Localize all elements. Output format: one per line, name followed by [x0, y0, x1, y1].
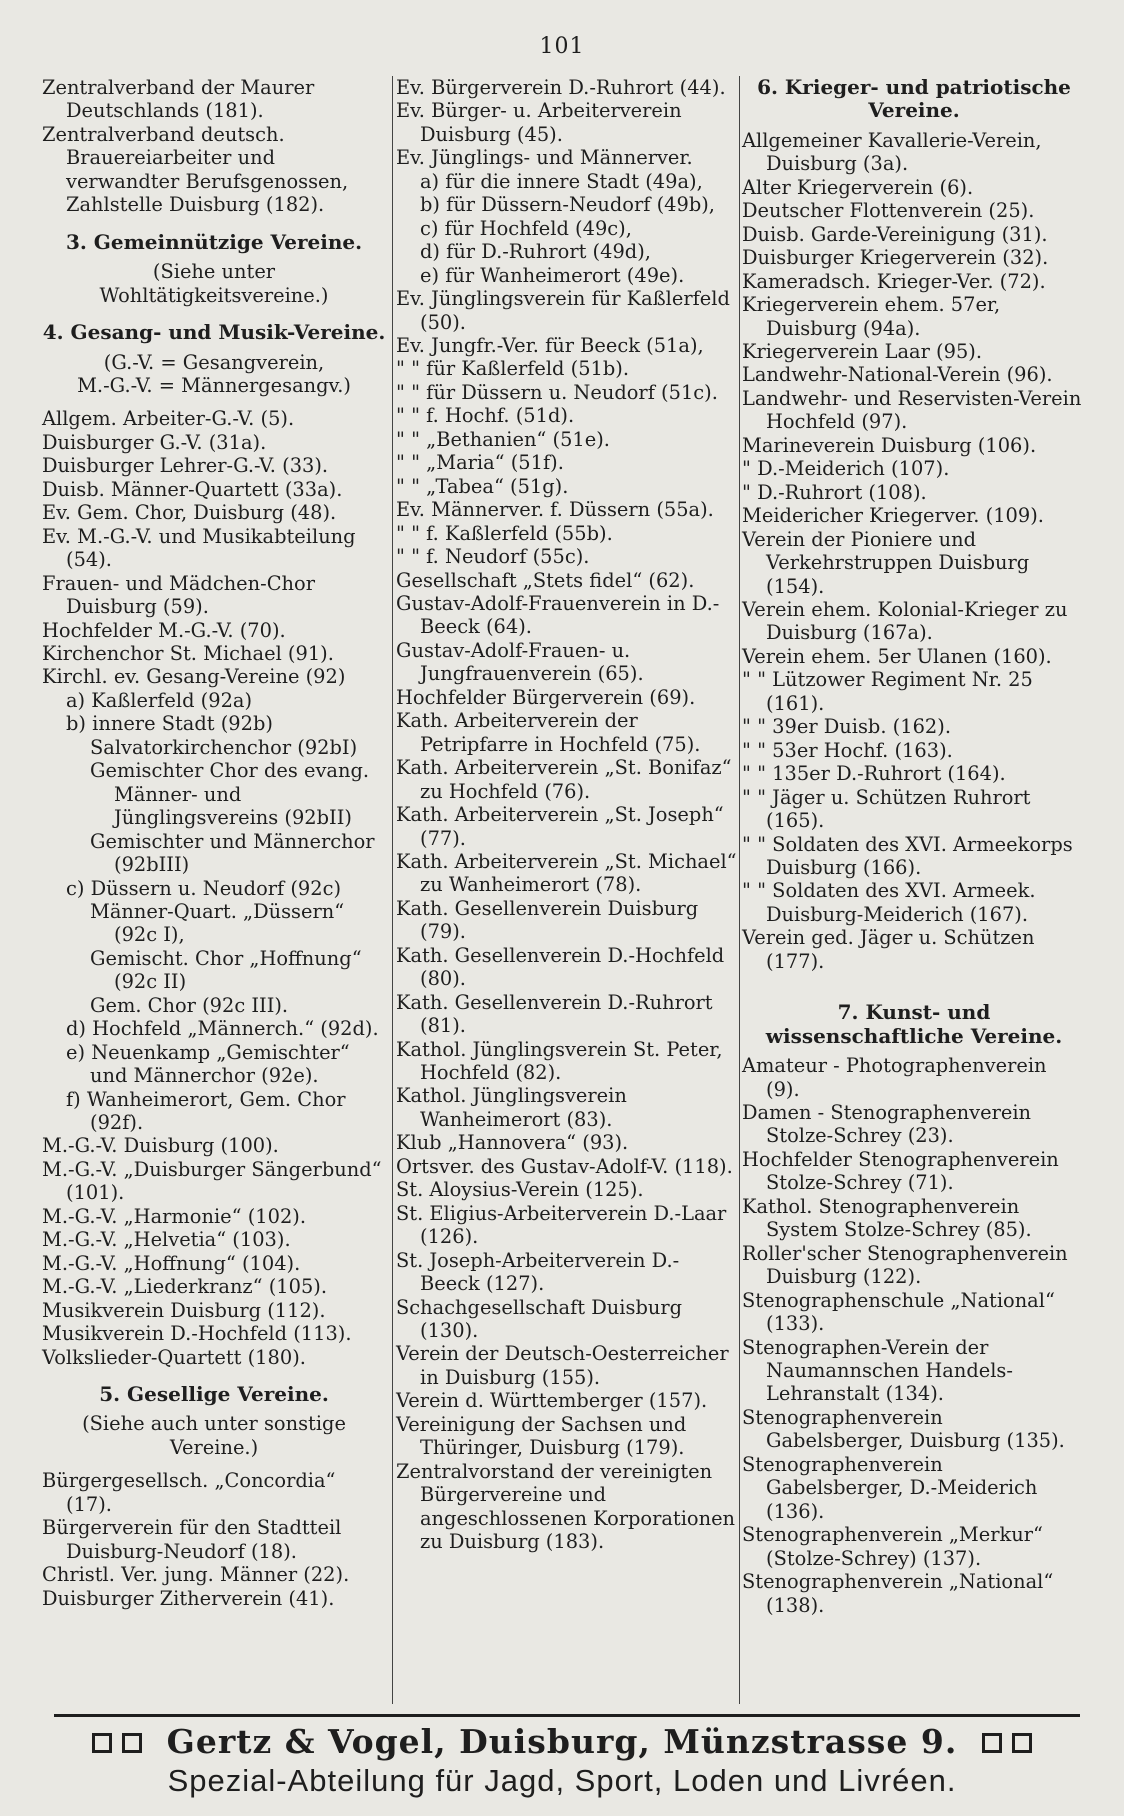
- list-entry: Ev. Männerver. f. Düssern (55a).: [396, 498, 714, 522]
- list-subsubentry: Gemischt. Chor „Hoffnung“ (92c II): [90, 946, 362, 994]
- list-entry: " D.-Meiderich (107).: [742, 457, 950, 481]
- list-entry: Stenographenverein „Merkur“ (Stolze-Schrey) (137).: [742, 1523, 1043, 1570]
- list-entry: Ev. Jünglingsverein für Kaßlerfeld (50).: [396, 287, 730, 334]
- list-entry: St. Joseph-Arbeiterverein D.-Beeck (127).: [396, 1248, 680, 1296]
- column-divider-right: [739, 76, 740, 1704]
- list-entry: Kath. Arbeiterverein „St. Joseph“ (77).: [396, 803, 724, 850]
- list-entry: St. Eligius-Arbeiterverein D.-Laar (126).: [396, 1201, 727, 1249]
- list-subentry: b) für Düssern-Neudorf (49b),: [420, 193, 715, 217]
- list-entry: Kriegerverein Laar (95).: [742, 339, 983, 363]
- list-entry: Meidericher Kriegerver. (109).: [742, 504, 1044, 528]
- list-entry: Kath. Gesellenverein Duisburg (79).: [396, 896, 699, 944]
- list-subentry: c) Düssern u. Neudorf (92c): [66, 876, 342, 900]
- list-entry: Duisburger Zitherverein (41).: [42, 1586, 335, 1610]
- list-entry: Ev. M.-G.-V. und Musikabteilung (54).: [42, 524, 356, 572]
- section-heading-3: 3. Gemeinnützige Vereine.: [65, 229, 363, 254]
- list-entry: " " „Tabea“ (51g).: [396, 474, 569, 498]
- entry-list-col3-a: [742, 129, 1086, 973]
- list-entry: Verein d. Württemberger (157).: [396, 1389, 708, 1413]
- list-entry: Verein der Pioniere und Verkehrstruppen Duisburg (154).: [742, 527, 1030, 598]
- list-entry: Kriegerverein ehem. 57er, Duisburg (94a).: [742, 293, 1001, 340]
- list-entry: Kirchl. ev. Gesang-Vereine (92): [42, 665, 346, 689]
- list-entry: St. Aloysius-Verein (125).: [396, 1178, 644, 1202]
- list-entry: Zentralverband der Maurer Deutschlands (181).: [42, 76, 315, 123]
- list-entry: Stenographenverein Gabelsberger, D.-Meiderich (136).: [742, 1452, 1038, 1523]
- list-entry: Gesellschaft „Stets fidel“ (62).: [396, 568, 695, 592]
- advertisement-main-line: [0, 1722, 1124, 1761]
- list-entry: Kathol. Jünglingsverein Wanheimerort (83).: [396, 1084, 627, 1131]
- entry-list-col3-b: [742, 1054, 1086, 1617]
- page-number: 101: [539, 34, 585, 59]
- list-entry: Klub „Hannovera“ (93).: [396, 1131, 629, 1155]
- list-entry: Stenographenverein „National“ (138).: [742, 1570, 1054, 1617]
- list-entry: Stenographen-Verein der Naumannschen Handels-Lehranstalt (134).: [742, 1335, 1013, 1406]
- section-heading-7: 7. Kunst- und wissenschaftliche Vereine.: [765, 1000, 1063, 1048]
- list-entry: " " f. Hochf. (51d).: [396, 404, 575, 428]
- abbreviation-line: M.-G.-V. = Männergesangv.): [77, 373, 351, 397]
- list-entry: " " f. Kaßlerfeld (55b).: [396, 521, 613, 545]
- list-entry: " " Lützower Regiment Nr. 25 (161).: [742, 668, 1033, 715]
- list-subentry: e) Neuenkamp „Gemischter“ und Männerchor (92e).: [66, 1040, 350, 1088]
- list-entry: Duisb. Garde-Vereinigung (31).: [742, 222, 1048, 246]
- list-entry: Musikverein D.-Hochfeld (113).: [42, 1322, 352, 1346]
- abbreviation-line: (G.-V. = Gesangverein,: [103, 350, 325, 374]
- entry-list-col2-b: [396, 287, 738, 1553]
- column-left: [42, 76, 386, 1610]
- list-entry: Zentralvorstand der vereinigten Bürgervereine und angeschlossenen Korporationen zu Duisburg (183).: [396, 1459, 736, 1554]
- list-subentry: c) für Hochfeld (49c),: [420, 216, 632, 240]
- column-divider-left: [392, 76, 393, 1704]
- list-entry: M.-G.-V. „Liederkranz“ (105).: [42, 1275, 328, 1299]
- square-ornament-right: [977, 1722, 1037, 1761]
- list-subentry: a) für die innere Stadt (49a),: [420, 169, 703, 193]
- list-entry: Duisburger Kriegerverein (32).: [742, 246, 1049, 270]
- list-entry: " " Soldaten des XVI. Armeek. Duisburg-Meiderich (167).: [742, 879, 1036, 926]
- entry-list-col1-a: [42, 76, 386, 217]
- section-heading-6: 6. Krieger- und patriotische Vereine.: [757, 75, 1071, 123]
- list-entry: Zentralverband deutsch. Brauereiarbeiter und verwandter Berufsgenossen, Zahlstelle Duisburg (182).: [42, 122, 349, 217]
- list-entry: Duisb. Männer-Quartett (33a).: [42, 477, 343, 501]
- list-entry: Kath. Arbeiterverein der Petripfarre in Hochfeld (75).: [396, 709, 701, 756]
- advertisement-company: Gertz & Vogel, Duisburg, Münzstrasse 9.: [166, 1722, 958, 1761]
- list-entry: Kathol. Stenographenverein System Stolze-Schrey (85).: [742, 1194, 1032, 1242]
- list-entry: " " für Kaßlerfeld (51b).: [396, 357, 630, 381]
- list-entry: Ev. Jünglings- und Männerver.: [396, 146, 693, 170]
- list-entry: Kath. Gesellenverein D.-Ruhrort (81).: [396, 990, 713, 1038]
- list-entry: Marineverein Duisburg (106).: [742, 433, 1037, 457]
- list-entry: Verein ged. Jäger u. Schützen (177).: [742, 926, 1035, 973]
- square-ornament-left: [87, 1722, 147, 1761]
- list-entry: Gustav-Adolf-Frauenverein in D.-Beeck (64).: [396, 591, 720, 639]
- entry-list-col1-d: [42, 1469, 386, 1610]
- list-entry: Vereinigung der Sachsen und Thüringer, Duisburg (179).: [396, 1412, 687, 1460]
- list-entry: Hochfelder Bürgerverein (69).: [396, 685, 696, 709]
- list-entry: Ortsver. des Gustav-Adolf-V. (118).: [396, 1154, 733, 1178]
- list-subentry: f) Wanheimerort, Gem. Chor (92f).: [66, 1087, 346, 1135]
- section-note-3: (Siehe unter Wohltätigkeitsvereine.): [99, 260, 329, 307]
- list-entry: Roller'scher Stenographenverein Duisburg (122).: [742, 1241, 1068, 1289]
- list-entry: Kameradsch. Krieger-Ver. (72).: [742, 269, 1046, 293]
- section-note-5: (Siehe auch unter sonstige Vereine.): [82, 1412, 346, 1459]
- list-entry: " " 39er Duisb. (162).: [742, 715, 951, 739]
- list-entry: Kath. Arbeiterverein „St. Michael“ zu Wanheimerort (78).: [396, 849, 737, 897]
- list-entry: " " „Maria“ (51f).: [396, 451, 564, 475]
- list-entry: " " für Düssern u. Neudorf (51c).: [396, 380, 718, 404]
- list-entry: " " „Bethanien“ (51e).: [396, 427, 610, 451]
- footer-rule: [54, 1714, 1080, 1717]
- list-subentry: d) für D.-Ruhrort (49d),: [420, 240, 651, 264]
- list-entry: " " f. Neudorf (55c).: [396, 545, 590, 569]
- section-heading-5: 5. Gesellige Vereine.: [99, 1382, 329, 1407]
- list-entry: Hochfelder M.-G.-V. (70).: [42, 618, 286, 642]
- list-entry: Kath. Gesellenverein D.-Hochfeld (80).: [396, 943, 725, 991]
- list-subsubentry: Gemischter Chor des evang. Männer- und Jünglingsvereins (92bII): [90, 759, 370, 830]
- list-entry: Bürgerverein für den Stadtteil Duisburg-Neudorf (18).: [42, 1516, 342, 1563]
- list-entry: " " Soldaten des XVI. Armeekorps Duisburg (166).: [742, 832, 1073, 879]
- list-subentry: e) für Wanheimerort (49e).: [420, 263, 685, 287]
- list-entry: Hochfelder Stenographenverein Stolze-Schrey (71).: [742, 1147, 1059, 1195]
- list-entry: " " 135er D.-Ruhrort (164).: [742, 762, 1006, 786]
- list-entry: Kath. Arbeiterverein „St. Bonifaz“ zu Hochfeld (76).: [396, 756, 732, 803]
- list-subentry: a) Kaßlerfeld (92a): [66, 688, 253, 712]
- list-entry: M.-G.-V. „Harmonie“ (102).: [42, 1204, 307, 1228]
- list-entry: Alter Kriegerverein (6).: [742, 175, 974, 199]
- list-entry: Schachgesellschaft Duisburg (130).: [396, 1295, 683, 1343]
- list-entry: Stenographenverein Gabelsberger, Duisburg (135).: [742, 1405, 1065, 1453]
- list-entry: Ev. Bürgerverein D.-Ruhrort (44).: [396, 76, 726, 99]
- list-entry: Allgem. Arbeiter-G.-V. (5).: [42, 407, 295, 431]
- advertisement-footer: [0, 1722, 1124, 1799]
- list-entry: Verein ehem. Kolonial-Krieger zu Duisburg (167a).: [742, 597, 1068, 645]
- list-entry: Gustav-Adolf-Frauen- u. Jungfrauenverein (65).: [396, 638, 644, 686]
- list-entry: " D.-Ruhrort (108).: [742, 480, 927, 504]
- list-entry: Volkslieder-Quartett (180).: [42, 1345, 306, 1369]
- list-entry: Ev. Jungfr.-Ver. für Beeck (51a),: [396, 333, 704, 357]
- entry-list-col2-a: [396, 76, 738, 287]
- entry-list-col1-c: [42, 1134, 386, 1369]
- advertisement-subline: Spezial-Abteilung für Jagd, Sport, Loden und Livréen.: [167, 1763, 957, 1798]
- list-entry: M.-G.-V. „Hoffnung“ (104).: [42, 1251, 301, 1275]
- list-entry: " " Jäger u. Schützen Ruhrort (165).: [742, 785, 1031, 833]
- list-subsubentry: Männer-Quart. „Düssern“ (92c I),: [90, 899, 345, 947]
- list-entry: Damen - Stenographenverein Stolze-Schrey (23).: [742, 1101, 1032, 1148]
- list-entry: Duisburger Lehrer-G.-V. (33).: [42, 454, 329, 478]
- list-entry: Bürgergesellsch. „Concordia“ (17).: [42, 1469, 336, 1516]
- section-heading-4: 4. Gesang- und Musik-Vereine.: [42, 320, 386, 345]
- list-entry: Verein der Deutsch-Oesterreicher in Duisburg (155).: [396, 1342, 729, 1389]
- list-entry: Frauen- und Mädchen-Chor Duisburg (59).: [42, 571, 315, 619]
- column-middle: [396, 76, 738, 1554]
- list-entry: Kirchenchor St. Michael (91).: [42, 641, 334, 665]
- list-entry: Deutscher Flottenverein (25).: [742, 199, 1035, 223]
- list-entry: Ev. Bürger- u. Arbeiterverein Duisburg (45).: [396, 99, 682, 146]
- list-entry: Landwehr-National-Verein (96).: [742, 363, 1053, 387]
- list-entry: Christl. Ver. jung. Männer (22).: [42, 1563, 350, 1587]
- list-subsubentry: Gem. Chor (92c III).: [90, 993, 289, 1017]
- list-entry: M.-G.-V. „Helvetia“ (103).: [42, 1228, 291, 1252]
- list-subentry: b) innere Stadt (92b): [66, 712, 273, 736]
- list-subsubentry: Gemischter und Männerchor (92bIII): [90, 829, 375, 877]
- list-entry: Verein ehem. 5er Ulanen (160).: [742, 644, 1052, 668]
- list-entry: M.-G.-V. Duisburg (100).: [42, 1134, 279, 1158]
- list-entry: Duisburger G.-V. (31a).: [42, 430, 267, 454]
- list-entry: Ev. Gem. Chor, Duisburg (48).: [42, 501, 337, 525]
- list-entry: Kathol. Jünglingsverein St. Peter, Hochfeld (82).: [396, 1037, 723, 1085]
- list-entry: Stenographenschule „National“ (133).: [742, 1288, 1055, 1336]
- list-subentry: d) Hochfeld „Männerch.“ (92d).: [66, 1017, 379, 1041]
- entry-list-col1-b: [42, 407, 386, 1134]
- list-entry: M.-G.-V. „Duisburger Sängerbund“ (101).: [42, 1157, 382, 1205]
- list-entry: Amateur - Photographenverein (9).: [742, 1054, 1047, 1101]
- list-entry: Landwehr- und Reservisten-Verein Hochfeld (97).: [742, 386, 1082, 434]
- column-right: [742, 76, 1086, 1617]
- list-entry: Allgemeiner Kavallerie-Verein, Duisburg (3a).: [742, 128, 1042, 176]
- list-entry: " " 53er Hochf. (163).: [742, 738, 953, 762]
- list-entry: Musikverein Duisburg (112).: [42, 1298, 326, 1322]
- list-subsubentry: Salvatorkirchenchor (92bI): [90, 735, 358, 759]
